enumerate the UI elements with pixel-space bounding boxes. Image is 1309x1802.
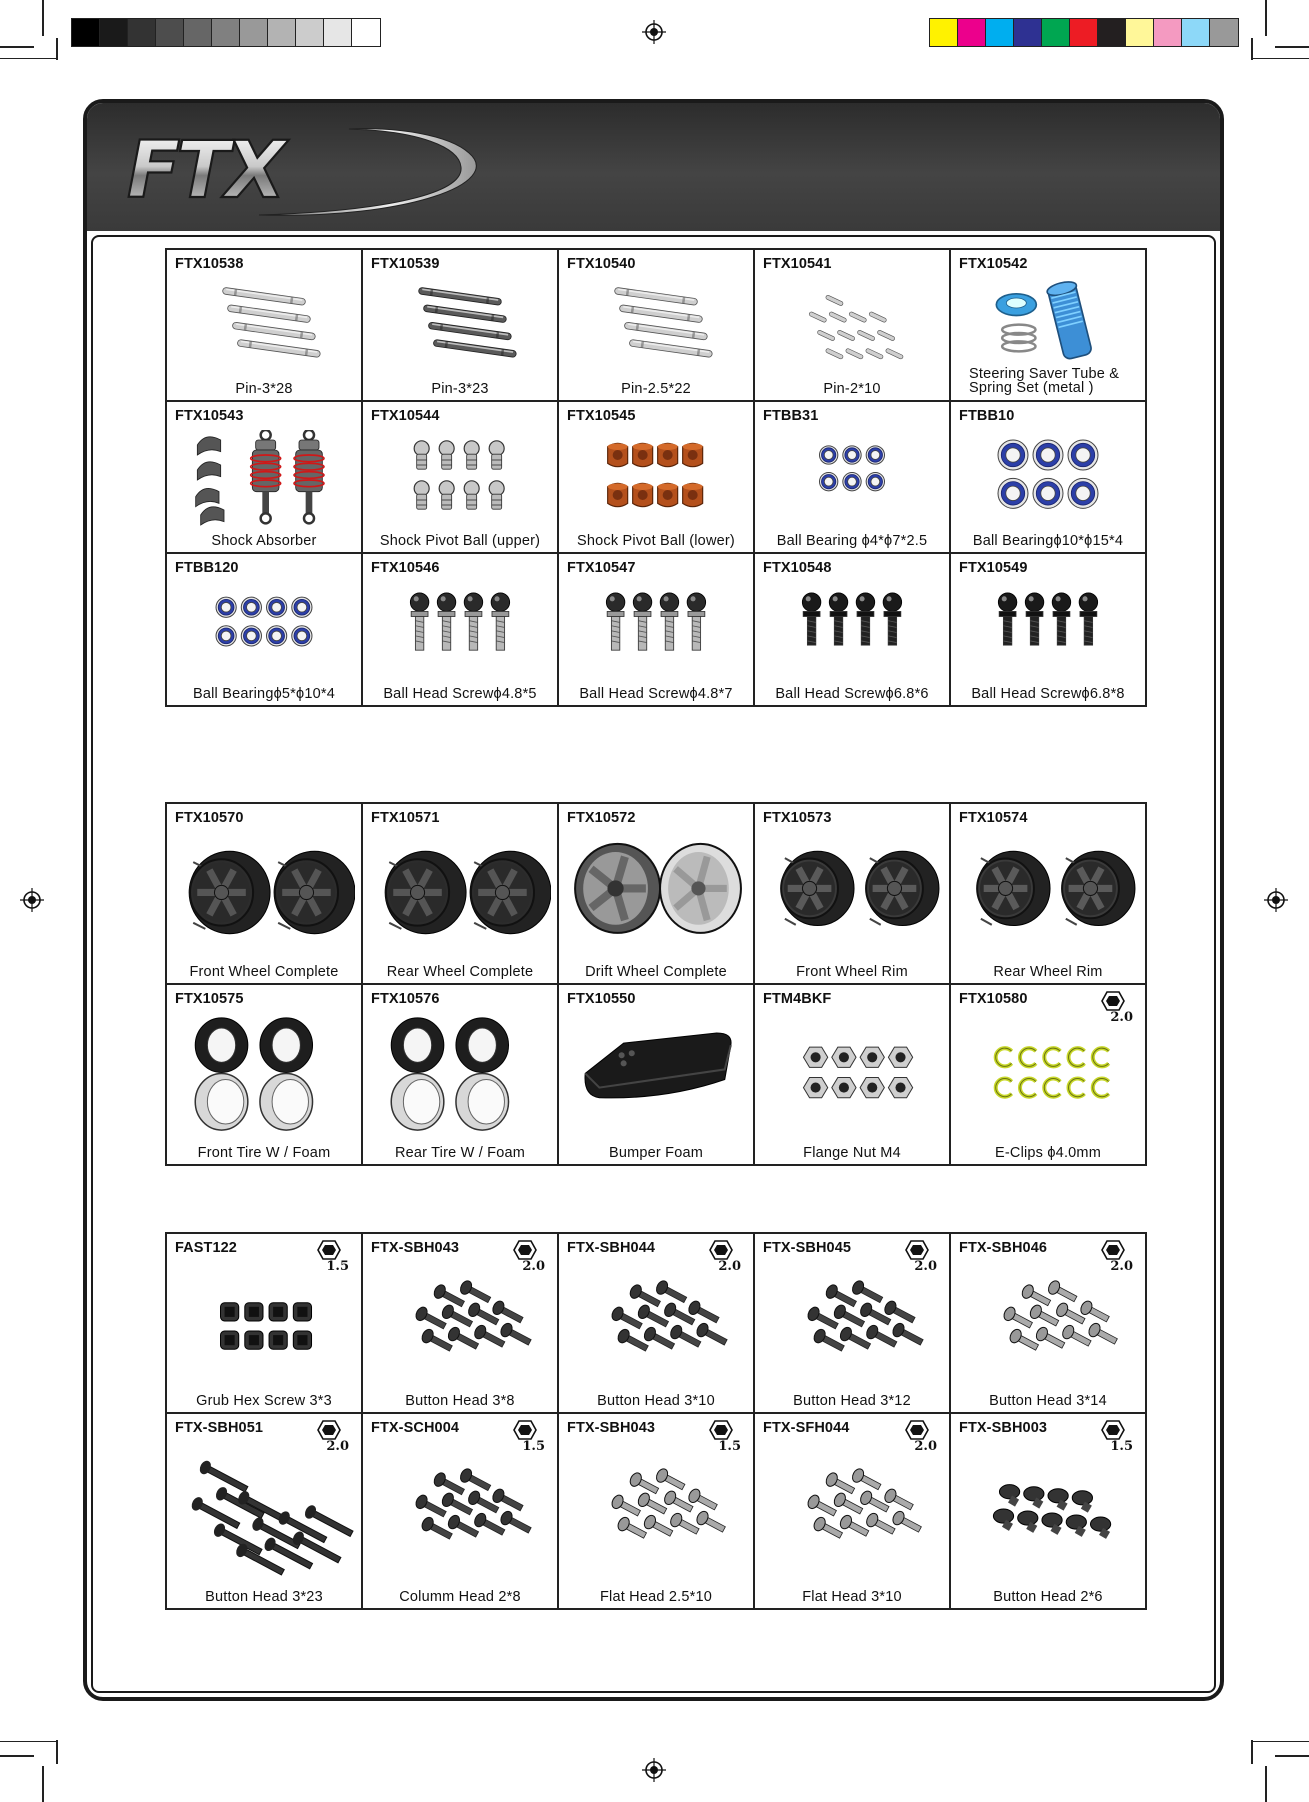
part-image-icon xyxy=(565,832,747,961)
part-code: FTBB10 xyxy=(959,408,1015,424)
part-name: Steering Saver Tube & Spring Set (metal ) xyxy=(969,366,1120,396)
part-code: FTX10542 xyxy=(959,256,1028,272)
part-code: FTX10546 xyxy=(371,560,440,576)
part-cell-ftx10572 xyxy=(559,804,755,985)
grayscale-calibration-strip xyxy=(71,18,381,47)
crop-mark-bottom-right-h xyxy=(1275,1755,1309,1757)
registration-mark-left-icon xyxy=(20,888,44,912)
part-code: FTX10548 xyxy=(763,560,832,576)
part-name: Pin-2*10 xyxy=(823,381,881,397)
part-image-icon xyxy=(369,832,551,961)
part-name: Shock Pivot Ball (lower) xyxy=(577,533,735,549)
hex-wrench-size xyxy=(505,1240,545,1282)
part-cell-ftx-sbh051 xyxy=(167,1414,363,1610)
calibration-swatch xyxy=(1126,19,1154,46)
part-name: Shock Pivot Ball (upper) xyxy=(379,533,541,549)
hex-key-icon xyxy=(317,1240,341,1260)
part-code: FTX-SBH003 xyxy=(959,1420,1048,1436)
calibration-swatch xyxy=(1070,19,1098,46)
part-name: Ball Bearingϕ10*ϕ15*4 xyxy=(972,533,1124,549)
part-name: Drift Wheel Complete xyxy=(585,964,727,980)
part-image-icon xyxy=(173,1013,355,1142)
part-name: Pin-3*28 xyxy=(235,381,293,397)
part-name: Front Wheel Rim xyxy=(796,964,908,980)
part-image-icon xyxy=(173,582,355,683)
part-cell-ftx-sbh003 xyxy=(951,1414,1147,1610)
hex-size-label: 1.5 xyxy=(1110,1439,1133,1454)
part-image-icon xyxy=(565,1442,747,1586)
part-code: FTX10576 xyxy=(371,991,440,1007)
hex-key-icon xyxy=(1101,1420,1125,1440)
hex-size-label: 1.5 xyxy=(326,1259,349,1274)
parts-table-group-1 xyxy=(165,248,1147,707)
part-code: FTX10544 xyxy=(371,408,440,424)
part-name: Ball Bearing ϕ4*ϕ7*2.5 xyxy=(776,533,928,549)
part-cell-ftx10580 xyxy=(951,985,1147,1166)
part-code: FTX10549 xyxy=(959,560,1028,576)
hex-size-label: 1.5 xyxy=(718,1439,741,1454)
part-code: FTX10572 xyxy=(567,810,636,826)
part-code: FTX10540 xyxy=(567,256,636,272)
hex-size-label: 2.0 xyxy=(914,1259,937,1274)
part-name: Bumper Foam xyxy=(608,1145,704,1161)
part-name: Ball Bearingϕ5*ϕ10*4 xyxy=(193,686,335,702)
crop-mark-bottom-right-v2 xyxy=(1251,1740,1253,1764)
part-cell-ftx10548 xyxy=(755,554,951,707)
registration-mark-top-icon xyxy=(642,20,666,44)
hex-key-icon xyxy=(709,1240,733,1260)
part-image-icon xyxy=(761,1442,943,1586)
part-image-icon xyxy=(565,1013,747,1142)
calibration-swatch xyxy=(352,19,380,46)
part-cell-ftx-sbh043 xyxy=(363,1234,559,1414)
part-cell-ftx10538 xyxy=(167,250,363,402)
hex-wrench-size xyxy=(505,1420,545,1462)
hex-key-icon xyxy=(905,1420,929,1440)
part-code: FTX-SBH043 xyxy=(371,1240,460,1256)
part-cell-ftx10550 xyxy=(559,985,755,1166)
part-code: FTX10580 xyxy=(959,991,1028,1007)
part-cell-ftx10543 xyxy=(167,402,363,554)
part-cell-ftx10574 xyxy=(951,804,1147,985)
part-name: Pin-3*23 xyxy=(431,381,489,397)
part-code: FTX10574 xyxy=(959,810,1028,826)
hex-size-label: 2.0 xyxy=(326,1439,349,1454)
part-image-icon xyxy=(761,582,943,683)
part-image-icon xyxy=(173,832,355,961)
part-image-icon xyxy=(173,430,355,530)
crop-mark-top-left-v xyxy=(42,0,44,36)
hex-wrench-size xyxy=(309,1240,349,1282)
part-image-icon xyxy=(957,430,1139,530)
crop-mark-bottom-right-h2 xyxy=(1251,1741,1309,1742)
part-cell-ftx10547 xyxy=(559,554,755,707)
part-cell-ftx-sbh045 xyxy=(755,1234,951,1414)
hex-wrench-size xyxy=(1093,991,1133,1033)
part-name: Button Head 3*14 xyxy=(989,1393,1107,1409)
ftx-logo xyxy=(109,123,499,223)
part-code: FTX-SFH044 xyxy=(763,1420,850,1436)
hex-key-icon xyxy=(1101,1240,1125,1260)
crop-mark-bottom-left-h2 xyxy=(0,1741,58,1742)
part-image-icon xyxy=(957,582,1139,683)
part-name: Pin-2.5*22 xyxy=(621,381,691,397)
part-cell-fast122 xyxy=(167,1234,363,1414)
hex-size-label: 1.5 xyxy=(522,1439,545,1454)
hex-key-icon xyxy=(513,1420,537,1440)
part-name: Ball Head Screwϕ4.8*7 xyxy=(579,686,733,702)
part-name: Grub Hex Screw 3*3 xyxy=(196,1393,332,1409)
part-image-icon xyxy=(369,430,551,530)
calibration-swatch xyxy=(72,19,100,46)
crop-mark-bottom-left-v xyxy=(42,1766,44,1802)
part-image-icon xyxy=(761,1013,943,1142)
calibration-swatch xyxy=(1154,19,1182,46)
crop-mark-bottom-right-v xyxy=(1265,1766,1267,1802)
calibration-swatch xyxy=(1210,19,1238,46)
hex-key-icon xyxy=(1101,991,1125,1011)
part-code: FTX10571 xyxy=(371,810,440,826)
calibration-swatch xyxy=(324,19,352,46)
crop-mark-top-left-v2 xyxy=(56,38,58,60)
part-name: Ball Head Screwϕ4.8*5 xyxy=(383,686,537,702)
part-cell-ftbb31 xyxy=(755,402,951,554)
part-cell-ftx10544 xyxy=(363,402,559,554)
part-cell-ftx10570 xyxy=(167,804,363,985)
part-name: Rear Tire W / Foam xyxy=(394,1145,526,1161)
calibration-swatch xyxy=(240,19,268,46)
hex-wrench-size xyxy=(1093,1420,1133,1462)
calibration-swatch xyxy=(1042,19,1070,46)
part-code: FTX10538 xyxy=(175,256,244,272)
hex-size-label: 2.0 xyxy=(522,1259,545,1274)
part-cell-ftbb10 xyxy=(951,402,1147,554)
calibration-swatch xyxy=(1098,19,1126,46)
color-calibration-strip xyxy=(929,18,1239,47)
part-code: FTM4BKF xyxy=(763,991,832,1007)
part-code: FTX10570 xyxy=(175,810,244,826)
hex-wrench-size xyxy=(701,1420,741,1462)
part-code: FAST122 xyxy=(175,1240,237,1256)
part-code: FTX-SBH051 xyxy=(175,1420,264,1436)
hex-size-label: 2.0 xyxy=(1110,1010,1133,1025)
calibration-swatch xyxy=(1182,19,1210,46)
hex-wrench-size xyxy=(897,1420,937,1462)
part-name: Rear Wheel Rim xyxy=(993,964,1103,980)
part-image-icon xyxy=(565,430,747,530)
part-code: FTBB120 xyxy=(175,560,239,576)
part-name: Button Head 3*10 xyxy=(597,1393,715,1409)
part-name: Rear Wheel Complete xyxy=(386,964,534,980)
part-name: E-Clips ϕ4.0mm xyxy=(995,1145,1101,1161)
parts-table-group-2 xyxy=(165,802,1147,1166)
part-code: FTX10573 xyxy=(763,810,832,826)
hex-size-label: 2.0 xyxy=(914,1439,937,1454)
part-image-icon xyxy=(565,582,747,683)
calibration-swatch xyxy=(986,19,1014,46)
hex-wrench-size xyxy=(897,1240,937,1282)
svg-text:FTX: FTX xyxy=(127,126,282,216)
part-code: FTX10575 xyxy=(175,991,244,1007)
crop-mark-bottom-left-h xyxy=(0,1755,34,1757)
hex-key-icon xyxy=(513,1240,537,1260)
part-image-icon xyxy=(761,278,943,378)
part-name: Ball Head Screwϕ6.8*6 xyxy=(775,686,929,702)
part-code: FTX10541 xyxy=(763,256,832,272)
crop-mark-top-left-h2 xyxy=(0,58,58,59)
part-name: Button Head 3*23 xyxy=(205,1589,323,1605)
part-cell-ftx10549 xyxy=(951,554,1147,707)
calibration-swatch xyxy=(156,19,184,46)
part-cell-ftx10545 xyxy=(559,402,755,554)
part-cell-ftx10540 xyxy=(559,250,755,402)
part-image-icon xyxy=(957,832,1139,961)
part-image-icon xyxy=(957,278,1139,378)
part-name: Ball Head Screwϕ6.8*8 xyxy=(971,686,1125,702)
part-name: Button Head 3*12 xyxy=(793,1393,911,1409)
part-image-icon xyxy=(957,1442,1139,1586)
part-image-icon xyxy=(369,278,551,378)
part-image-icon xyxy=(369,1013,551,1142)
part-code: FTBB31 xyxy=(763,408,819,424)
part-cell-ftx10546 xyxy=(363,554,559,707)
part-code: FTX10545 xyxy=(567,408,636,424)
crop-mark-top-right-v xyxy=(1265,0,1267,36)
part-code: FTX-SCH004 xyxy=(371,1420,460,1436)
part-cell-ftx10571 xyxy=(363,804,559,985)
part-name: Shock Absorber xyxy=(211,533,317,549)
calibration-swatch xyxy=(296,19,324,46)
calibration-swatch xyxy=(212,19,240,46)
part-name: Flat Head 2.5*10 xyxy=(599,1589,713,1605)
hex-wrench-size xyxy=(1093,1240,1133,1282)
part-image-icon xyxy=(761,832,943,961)
part-image-icon xyxy=(761,430,943,530)
part-code: FTX10547 xyxy=(567,560,636,576)
part-code: FTX10543 xyxy=(175,408,244,424)
part-name: Button Head 2*6 xyxy=(993,1589,1103,1605)
part-code: FTX-SBH046 xyxy=(959,1240,1048,1256)
part-cell-ftx-sch004 xyxy=(363,1414,559,1610)
part-cell-ftx10576 xyxy=(363,985,559,1166)
part-image-icon xyxy=(173,1442,355,1586)
part-name: Front Tire W / Foam xyxy=(197,1145,331,1161)
part-cell-ftx10573 xyxy=(755,804,951,985)
part-name: Columm Head 2*8 xyxy=(399,1589,521,1605)
part-cell-ftx10541 xyxy=(755,250,951,402)
crop-mark-top-right-h xyxy=(1275,46,1309,48)
crop-mark-top-left-h xyxy=(0,46,34,48)
crop-mark-top-right-h2 xyxy=(1251,58,1309,59)
hex-key-icon xyxy=(905,1240,929,1260)
crop-mark-top-right-v2 xyxy=(1251,38,1253,60)
hex-size-label: 2.0 xyxy=(718,1259,741,1274)
part-cell-ftm4bkf xyxy=(755,985,951,1166)
registration-mark-right-icon xyxy=(1264,888,1288,912)
part-name: Flat Head 3*10 xyxy=(802,1589,902,1605)
calibration-swatch xyxy=(184,19,212,46)
part-image-icon xyxy=(565,278,747,378)
part-code: FTX-SBH044 xyxy=(567,1240,656,1256)
part-cell-ftx-sbh046 xyxy=(951,1234,1147,1414)
part-cell-ftx10539 xyxy=(363,250,559,402)
calibration-swatch xyxy=(958,19,986,46)
hex-key-icon xyxy=(317,1420,341,1440)
header-banner xyxy=(87,103,1220,231)
part-code: FTX10539 xyxy=(371,256,440,272)
part-image-icon xyxy=(369,582,551,683)
crop-mark-bottom-left-v2 xyxy=(56,1740,58,1764)
part-code: FTX-SBH043 xyxy=(567,1420,656,1436)
part-cell-ftx10575 xyxy=(167,985,363,1166)
part-cell-ftx-sfh044 xyxy=(755,1414,951,1610)
part-cell-ftx-sbh044 xyxy=(559,1234,755,1414)
part-name: Button Head 3*8 xyxy=(405,1393,515,1409)
hex-wrench-size xyxy=(309,1420,349,1462)
registration-mark-bottom-icon xyxy=(642,1758,666,1782)
part-name: Front Wheel Complete xyxy=(189,964,339,980)
parts-table-group-3 xyxy=(165,1232,1147,1610)
calibration-swatch xyxy=(128,19,156,46)
calibration-swatch xyxy=(1014,19,1042,46)
calibration-swatch xyxy=(100,19,128,46)
calibration-swatch xyxy=(268,19,296,46)
calibration-swatch xyxy=(930,19,958,46)
hex-wrench-size xyxy=(701,1240,741,1282)
part-cell-ftx-sbh043 xyxy=(559,1414,755,1610)
hex-key-icon xyxy=(709,1420,733,1440)
part-name: Flange Nut M4 xyxy=(803,1145,901,1161)
part-image-icon xyxy=(369,1442,551,1586)
part-code: FTX-SBH045 xyxy=(763,1240,852,1256)
part-cell-ftx10542 xyxy=(951,250,1147,402)
part-cell-ftbb120 xyxy=(167,554,363,707)
part-code: FTX10550 xyxy=(567,991,636,1007)
hex-size-label: 2.0 xyxy=(1110,1259,1133,1274)
part-image-icon xyxy=(173,278,355,378)
